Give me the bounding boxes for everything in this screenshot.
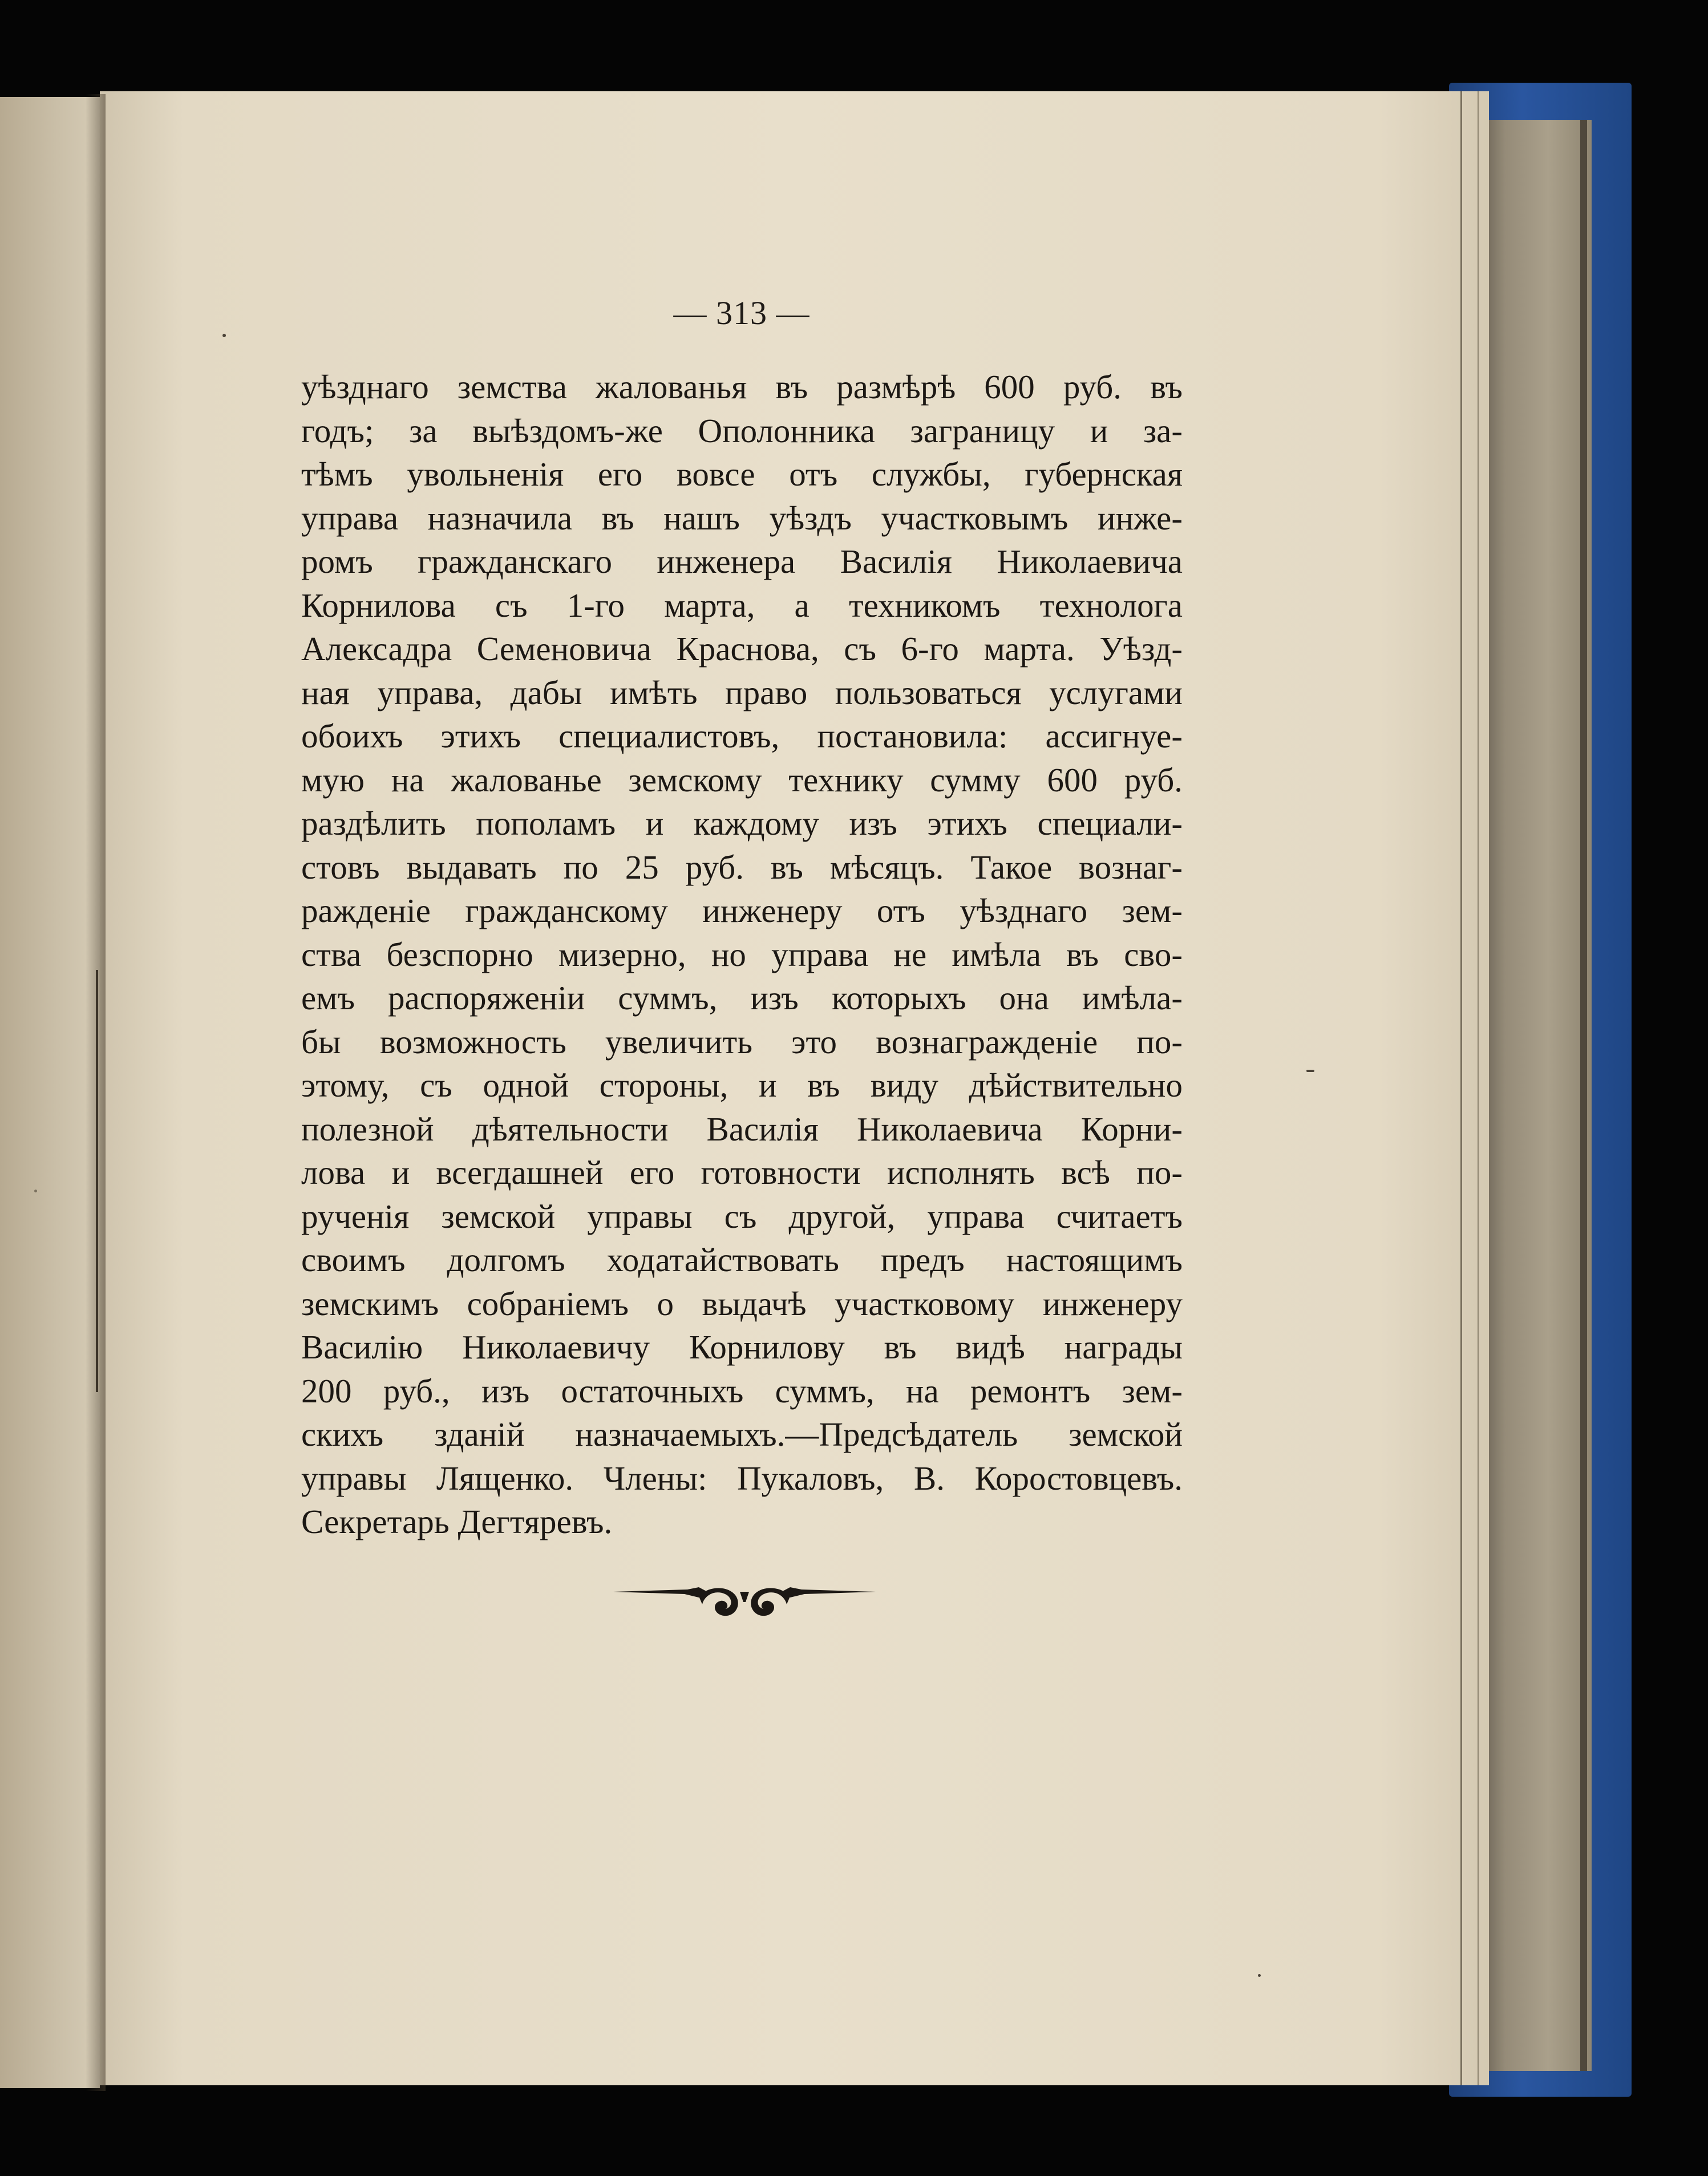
page-stack xyxy=(1483,120,1592,2071)
text-line: этому, съ одной стороны, и въ виду дѣйствительно xyxy=(301,1066,1183,1104)
paper-speck xyxy=(1258,1974,1261,1977)
text-line: обоихъ этихъ специалистовъ, постановила: ассигнуе- xyxy=(301,717,1183,755)
left-page-rule xyxy=(96,970,98,1392)
text-line: своимъ долгомъ ходатайствовать предъ настоящимъ xyxy=(301,1241,1183,1279)
page-edge-line xyxy=(1460,91,1462,2085)
text-line: лова и всегдашней его готовности исполнять всѣ по- xyxy=(301,1154,1183,1191)
paper-speck xyxy=(34,1190,37,1192)
text-line: емъ распоряженіи суммъ, изъ которыхъ она имѣла- xyxy=(301,979,1183,1017)
text-line: мую на жалованье земскому технику сумму 600 руб. xyxy=(301,761,1183,799)
text-line: полезной дѣятельности Василія Николаевича Корни- xyxy=(301,1110,1183,1148)
text-line: годъ; за выѣздомъ-же Ополонника заграницу и за- xyxy=(301,411,1183,450)
text-line: управы Лященко. Члены: Пукаловъ, В. Коростовцевъ. xyxy=(301,1459,1183,1497)
paper-speck xyxy=(222,334,226,337)
body-text xyxy=(301,365,1183,1544)
text-line: ражденіе гражданскому инженеру отъ уѣзднаго зем- xyxy=(301,892,1183,929)
left-page-edge xyxy=(0,97,100,2088)
page-number: — 313 — xyxy=(673,294,810,331)
text-line: ромъ гражданскаго инженера Василія Николаевича xyxy=(301,543,1183,580)
text-line: стовъ выдавать по 25 руб. въ мѣсяцъ. Такое вознаг- xyxy=(301,848,1183,886)
text-line-last: Секретарь Дегтяревъ. xyxy=(301,1503,613,1540)
text-line: Алексадра Семеновича Краснова, съ 6-го марта. Уѣзд- xyxy=(301,630,1183,668)
text-line: Корнилова съ 1-го марта, а техникомъ технолога xyxy=(301,586,1183,624)
text-line: 200 руб., изъ остаточныхъ суммъ, на ремонтъ зем- xyxy=(301,1372,1183,1410)
text-line: управа назначила въ нашъ уѣздъ участковымъ инже- xyxy=(301,499,1183,537)
text-line: скихъ зданій назначаемыхъ.—Предсѣдатель земской xyxy=(301,1415,1183,1453)
text-line: тѣмъ увольненія его вовсе отъ службы, губернская xyxy=(301,455,1183,493)
text-line: ная управа, дабы имѣть право пользоваться услугами xyxy=(301,673,1183,711)
text-line: земскимъ собраніемъ о выдачѣ участковому инженеру xyxy=(301,1284,1183,1322)
paper-speck xyxy=(1306,1070,1314,1072)
text-line: ства безспорно мизерно, но управа не имѣла въ сво- xyxy=(301,935,1183,973)
text-line: раздѣлить пополамъ и каждому изъ этихъ специали- xyxy=(301,804,1183,842)
text-line: Василію Николаевичу Корнилову въ видѣ награды xyxy=(301,1328,1183,1366)
text-line: рученія земской управы съ другой, управа считаетъ xyxy=(301,1197,1183,1235)
text-line: бы возможность увеличить это вознагражденіе по- xyxy=(301,1022,1183,1061)
page-edge-line-inner xyxy=(1478,91,1479,2085)
text-line: уѣзднаго земства жалованья въ размѣрѣ 600 руб. въ xyxy=(301,368,1183,406)
ornament-tailpiece xyxy=(613,1575,876,1626)
page-stack-edge xyxy=(1580,120,1587,2071)
